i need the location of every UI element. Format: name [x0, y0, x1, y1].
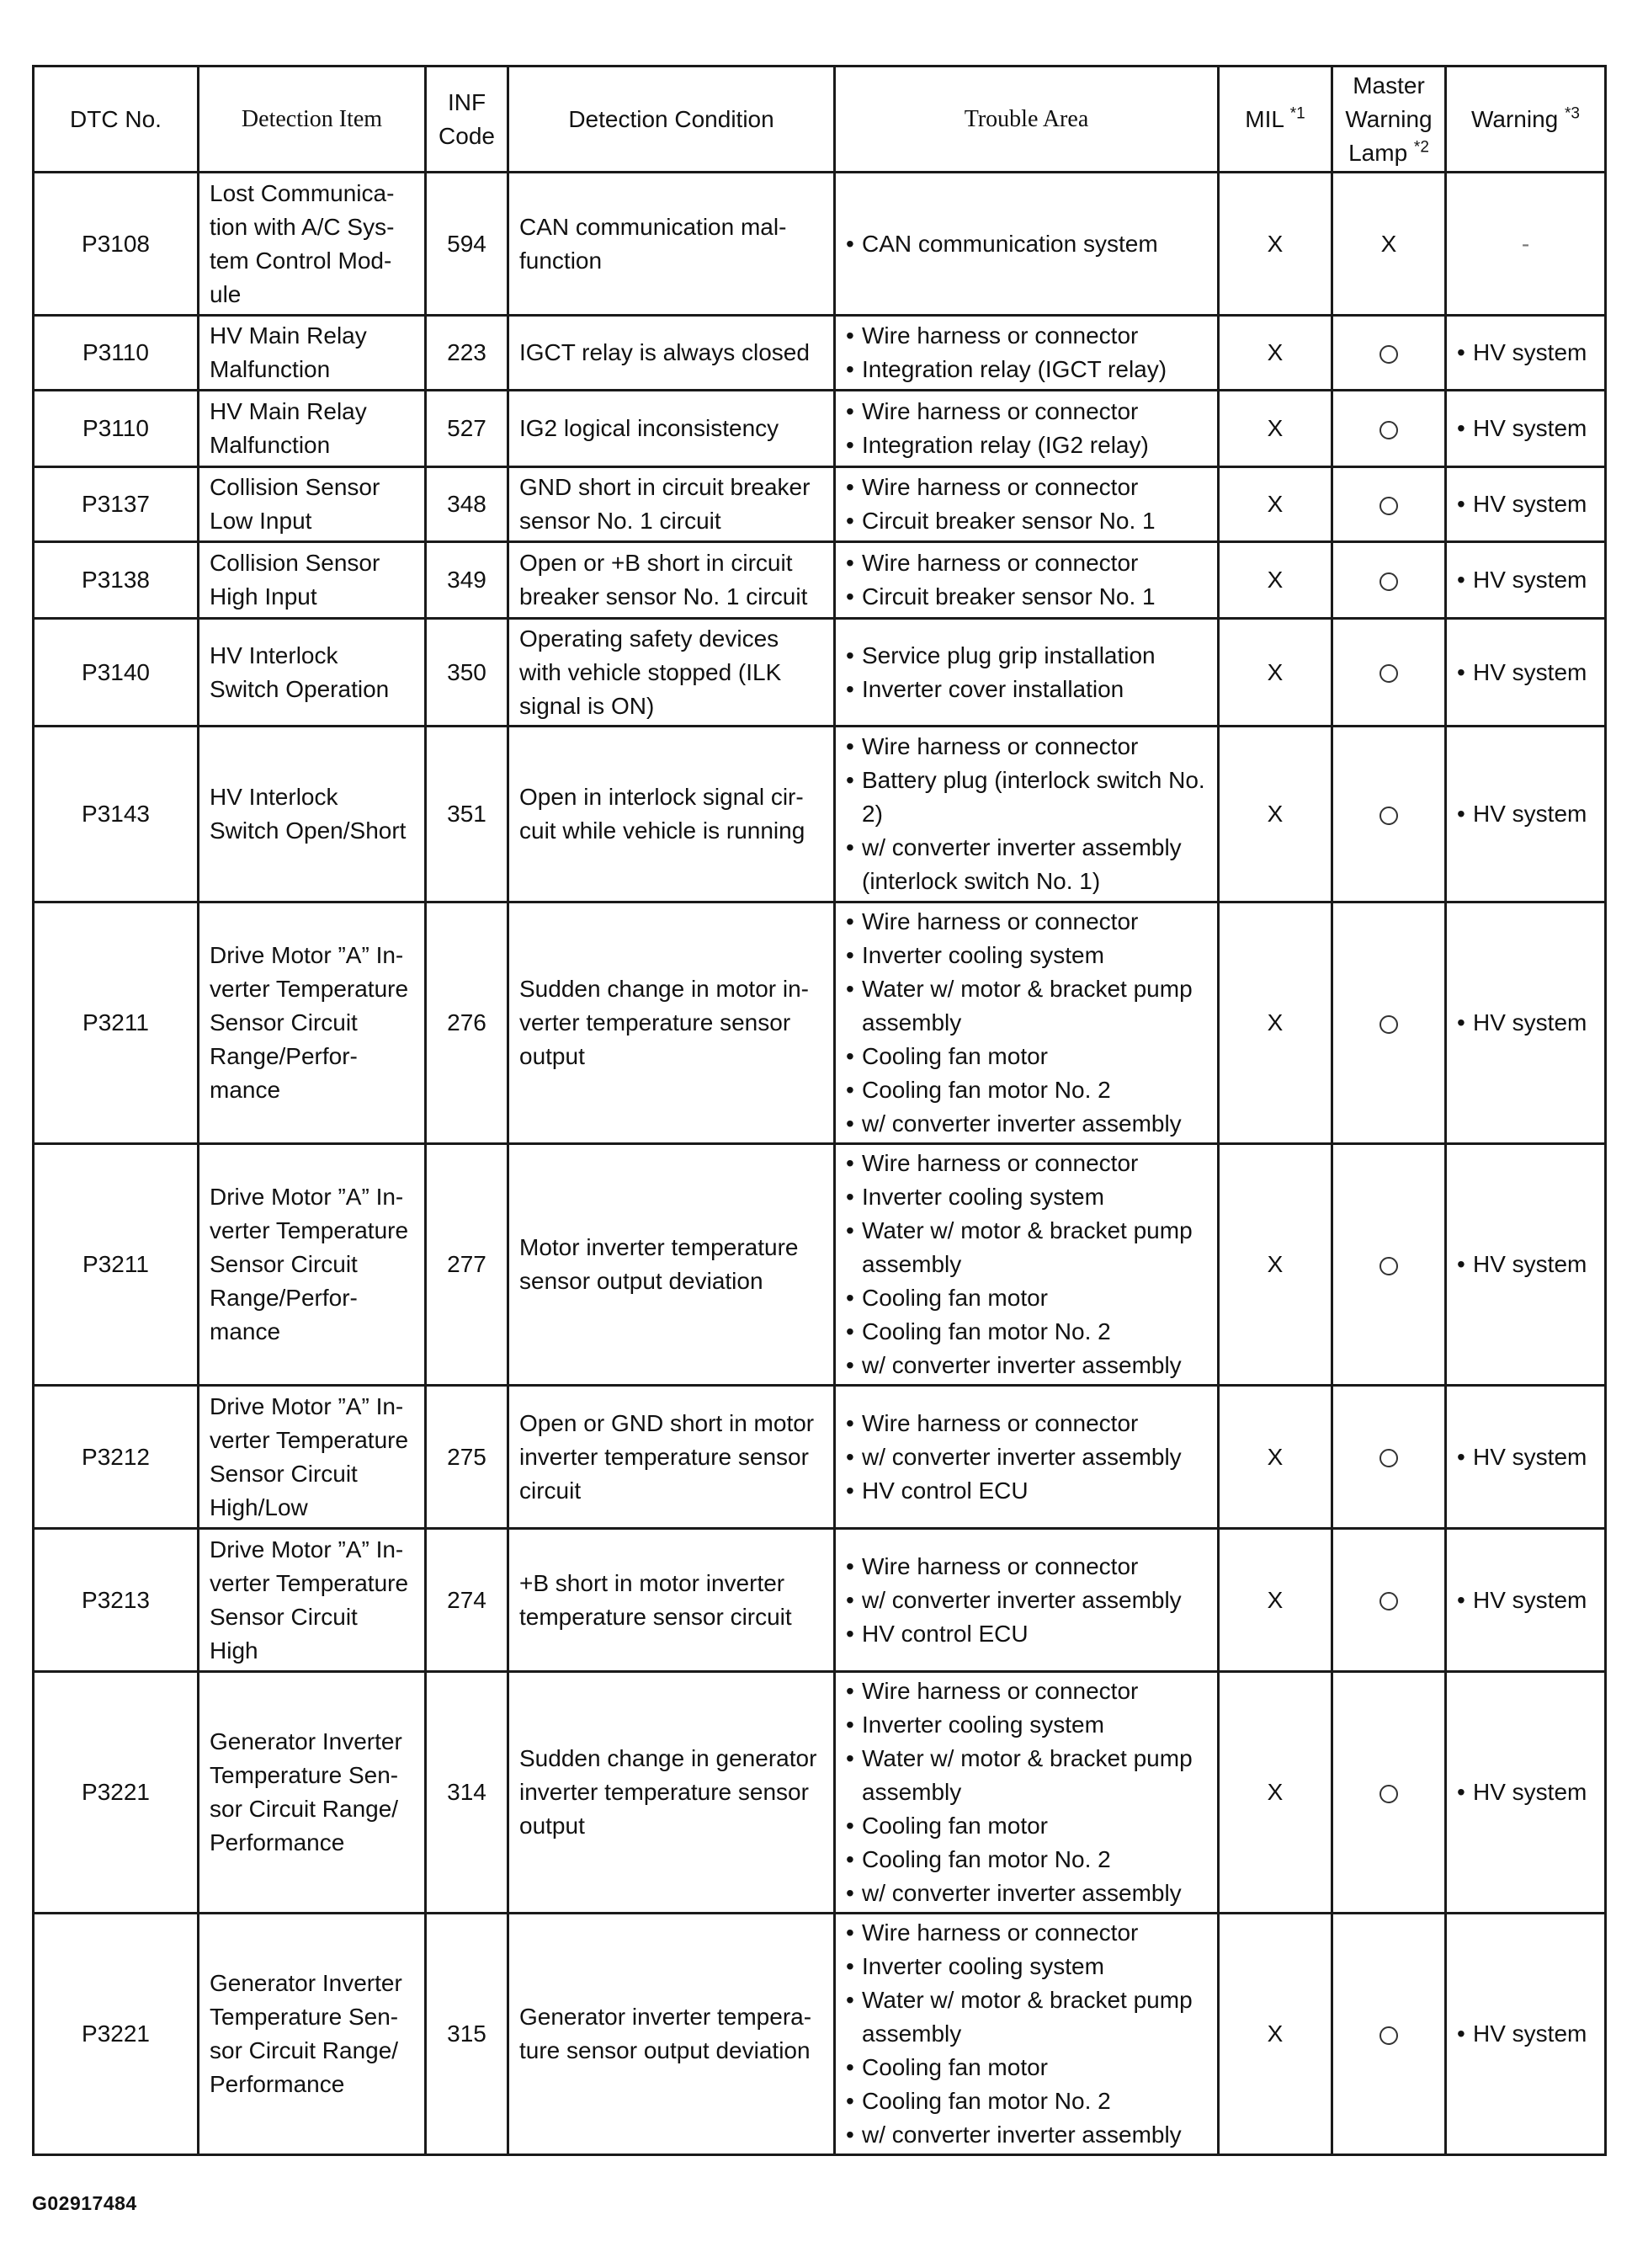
mil-mark: X	[1219, 391, 1332, 467]
master-warning-mark	[1332, 727, 1446, 902]
trouble-area-item: • Circuit breaker sensor No. 1	[846, 580, 1207, 614]
circle-icon	[1379, 807, 1398, 825]
trouble-area-item: • Integration relay (IGCT relay)	[846, 353, 1207, 386]
warning-mark: -	[1446, 173, 1606, 316]
trouble-area-item: • Water w/ motor & bracket pump assembly	[846, 1214, 1207, 1281]
warning-item: • HV system	[1457, 563, 1594, 597]
circle-icon	[1379, 1785, 1398, 1803]
dtc-number: P3110	[34, 391, 199, 467]
header-warning: Warning $^{*3}$	[1446, 67, 1606, 173]
header-master-note: *2	[1413, 138, 1429, 157]
circle-icon	[1379, 497, 1398, 515]
master-warning-mark	[1332, 1672, 1446, 1914]
detection-item: Collision Sensor High Input	[199, 542, 426, 619]
warning-mark	[1446, 1529, 1606, 1672]
trouble-area-item: • w/ converter inverter assembly	[846, 1877, 1207, 1910]
table-row	[34, 391, 1606, 467]
warning-item: • HV system	[1457, 1584, 1594, 1617]
trouble-area-item: • Wire harness or connector	[846, 1550, 1207, 1584]
trouble-area	[835, 619, 1219, 727]
circle-icon	[1379, 572, 1398, 591]
table-row	[34, 542, 1606, 619]
trouble-area	[835, 1914, 1219, 2155]
master-warning-mark	[1332, 467, 1446, 542]
warning-mark	[1446, 1144, 1606, 1386]
trouble-area	[835, 391, 1219, 467]
detection-item: Lost Communica- tion with A/C Sys- tem Control Mod- ule	[199, 173, 426, 316]
trouble-area-item: • Wire harness or connector	[846, 471, 1207, 504]
trouble-area-item: • Cooling fan motor No. 2	[846, 1843, 1207, 1877]
trouble-area-item: • Battery plug (interlock switch No. 2)	[846, 764, 1207, 831]
dtc-number: P3213	[34, 1529, 199, 1672]
trouble-area-item: • Wire harness or connector	[846, 546, 1207, 580]
trouble-area-item: • Circuit breaker sensor No. 1	[846, 504, 1207, 538]
trouble-area-item: • Inverter cooling system	[846, 1180, 1207, 1214]
header-master-warning-lamp: Master Warning Lamp $^{*2}$	[1332, 67, 1446, 173]
trouble-area-item: • Wire harness or connector	[846, 905, 1207, 939]
trouble-area-item: • Wire harness or connector	[846, 1407, 1207, 1440]
detection-condition: GND short in circuit breaker sensor No. 1 circuit	[508, 467, 835, 542]
trouble-area	[835, 542, 1219, 619]
detection-item: Generator Inverter Temperature Sen- sor Circuit Range/ Performance	[199, 1672, 426, 1914]
mil-mark: X	[1219, 542, 1332, 619]
warning-mark	[1446, 391, 1606, 467]
trouble-area-item: • Cooling fan motor	[846, 1809, 1207, 1843]
detection-item: Drive Motor ”A” In- verter Temperature Sensor Circuit Range/Perfor- mance	[199, 1144, 426, 1386]
dtc-number: P3138	[34, 542, 199, 619]
warning-item: • HV system	[1457, 487, 1594, 521]
warning-item: • HV system	[1457, 412, 1594, 445]
inf-code: 349	[426, 542, 508, 619]
table-row	[34, 316, 1606, 391]
detection-condition: Open or +B short in circuit breaker sensor No. 1 circuit	[508, 542, 835, 619]
detection-item: HV Main Relay Malfunction	[199, 316, 426, 391]
inf-code: 275	[426, 1386, 508, 1529]
trouble-area-item: • Inverter cooling system	[846, 939, 1207, 972]
circle-icon	[1379, 1449, 1398, 1467]
header-dtc-no: DTC No.	[34, 67, 199, 173]
trouble-area-item: • w/ converter inverter assembly (interlock switch No. 1)	[846, 831, 1207, 898]
dtc-number: P3110	[34, 316, 199, 391]
trouble-area	[835, 1144, 1219, 1386]
master-warning-mark	[1332, 316, 1446, 391]
detection-item: HV Interlock Switch Operation	[199, 619, 426, 727]
trouble-area-item: • Wire harness or connector	[846, 1916, 1207, 1950]
trouble-area-item: • Cooling fan motor No. 2	[846, 1073, 1207, 1107]
detection-condition: IGCT relay is always closed	[508, 316, 835, 391]
master-warning-mark: X	[1332, 173, 1446, 316]
dtc-number: P3211	[34, 1144, 199, 1386]
mil-mark: X	[1219, 727, 1332, 902]
table-row	[34, 619, 1606, 727]
warning-item: • HV system	[1457, 1006, 1594, 1040]
trouble-area-item: • w/ converter inverter assembly	[846, 1107, 1207, 1141]
table-row	[34, 1386, 1606, 1529]
circle-icon	[1379, 1015, 1398, 1034]
inf-code: 276	[426, 902, 508, 1144]
warning-mark	[1446, 619, 1606, 727]
circle-icon	[1379, 345, 1398, 364]
trouble-area	[835, 173, 1219, 316]
dtc-table-body	[34, 173, 1606, 2155]
mil-mark: X	[1219, 173, 1332, 316]
trouble-area-item: • HV control ECU	[846, 1617, 1207, 1651]
master-warning-mark	[1332, 1386, 1446, 1529]
table-header-row	[34, 67, 1606, 173]
table-row	[34, 467, 1606, 542]
dtc-number: P3212	[34, 1386, 199, 1529]
warning-item: • HV system	[1457, 656, 1594, 689]
circle-icon	[1379, 1592, 1398, 1610]
table-row	[34, 1529, 1606, 1672]
circle-icon	[1379, 664, 1398, 683]
warning-item: • HV system	[1457, 336, 1594, 370]
trouble-area-item: • HV control ECU	[846, 1474, 1207, 1508]
inf-code: 350	[426, 619, 508, 727]
dtc-table	[32, 65, 1607, 2156]
mil-mark: X	[1219, 1529, 1332, 1672]
table-row	[34, 727, 1606, 902]
trouble-area	[835, 902, 1219, 1144]
detection-item: Generator Inverter Temperature Sen- sor Circuit Range/ Performance	[199, 1914, 426, 2155]
trouble-area-item: • Inverter cooling system	[846, 1708, 1207, 1742]
mil-mark: X	[1219, 1144, 1332, 1386]
detection-condition: IG2 logical inconsistency	[508, 391, 835, 467]
inf-code: 274	[426, 1529, 508, 1672]
trouble-area	[835, 1386, 1219, 1529]
detection-condition: Motor inverter temperature sensor output deviation	[508, 1144, 835, 1386]
circle-icon	[1379, 421, 1398, 439]
detection-item: HV Main Relay Malfunction	[199, 391, 426, 467]
dtc-number: P3211	[34, 902, 199, 1144]
trouble-area-item: • w/ converter inverter assembly	[846, 1440, 1207, 1474]
warning-mark	[1446, 902, 1606, 1144]
circle-icon	[1379, 1257, 1398, 1275]
mil-mark: X	[1219, 1914, 1332, 2155]
figure-id: G02917484	[32, 2192, 137, 2214]
master-warning-mark	[1332, 391, 1446, 467]
inf-code: 351	[426, 727, 508, 902]
detection-item: Drive Motor ”A” In- verter Temperature Sensor Circuit High/Low	[199, 1386, 426, 1529]
trouble-area-item: • Wire harness or connector	[846, 1147, 1207, 1180]
warning-item: • HV system	[1457, 797, 1594, 831]
trouble-area-item: • Integration relay (IG2 relay)	[846, 429, 1207, 462]
table-row	[34, 902, 1606, 1144]
mil-mark: X	[1219, 902, 1332, 1144]
warning-mark	[1446, 1672, 1606, 1914]
mil-mark: X	[1219, 1386, 1332, 1529]
inf-code: 527	[426, 391, 508, 467]
detection-condition: Generator inverter tempera- ture sensor output deviation	[508, 1914, 835, 2155]
trouble-area-item: • Wire harness or connector	[846, 1674, 1207, 1708]
inf-code: 594	[426, 173, 508, 316]
dtc-number: P3221	[34, 1914, 199, 2155]
inf-code: 223	[426, 316, 508, 391]
dtc-number: P3140	[34, 619, 199, 727]
warning-item: • HV system	[1457, 1440, 1594, 1474]
dtc-number: P3143	[34, 727, 199, 902]
trouble-area-item: • Water w/ motor & bracket pump assembly	[846, 1742, 1207, 1809]
dtc-number: P3108	[34, 173, 199, 316]
trouble-area-item: • Inverter cooling system	[846, 1950, 1207, 1983]
header-detection-condition: Detection Condition	[508, 67, 835, 173]
trouble-area-item: • Inverter cover installation	[846, 673, 1207, 706]
header-inf-code: INF Code	[426, 67, 508, 173]
warning-item: • HV system	[1457, 1776, 1594, 1809]
mil-mark: X	[1219, 1672, 1332, 1914]
detection-item: Drive Motor ”A” In- verter Temperature Sensor Circuit High	[199, 1529, 426, 1672]
detection-condition: Sudden change in motor in- verter temperature sensor output	[508, 902, 835, 1144]
master-warning-mark	[1332, 1144, 1446, 1386]
trouble-area-item: • Cooling fan motor	[846, 1281, 1207, 1315]
master-warning-mark	[1332, 902, 1446, 1144]
trouble-area-item: • Wire harness or connector	[846, 730, 1207, 764]
header-detection-item: Detection Item	[199, 67, 426, 173]
trouble-area-item: • Cooling fan motor	[846, 2051, 1207, 2084]
circle-icon	[1379, 2026, 1398, 2045]
dtc-number: P3137	[34, 467, 199, 542]
trouble-area	[835, 727, 1219, 902]
warning-item: • HV system	[1457, 1248, 1594, 1281]
inf-code: 315	[426, 1914, 508, 2155]
warning-mark	[1446, 727, 1606, 902]
trouble-area-item: • Cooling fan motor No. 2	[846, 2084, 1207, 2118]
table-row	[34, 1914, 1606, 2155]
inf-code: 348	[426, 467, 508, 542]
header-trouble-area: Trouble Area	[835, 67, 1219, 173]
table-row	[34, 1672, 1606, 1914]
detection-condition: +B short in motor inverter temperature sensor circuit	[508, 1529, 835, 1672]
warning-mark	[1446, 467, 1606, 542]
table-row	[34, 173, 1606, 316]
header-mil-note: *1	[1289, 104, 1305, 123]
detection-condition: Sudden change in generator inverter temperature sensor output	[508, 1672, 835, 1914]
detection-item: Collision Sensor Low Input	[199, 467, 426, 542]
detection-condition: Open in interlock signal cir- cuit while vehicle is running	[508, 727, 835, 902]
trouble-area-item: • w/ converter inverter assembly	[846, 1349, 1207, 1382]
trouble-area-item: • Service plug grip installation	[846, 639, 1207, 673]
detection-item: HV Interlock Switch Open/Short	[199, 727, 426, 902]
mil-mark: X	[1219, 619, 1332, 727]
inf-code: 314	[426, 1672, 508, 1914]
warning-mark	[1446, 1914, 1606, 2155]
master-warning-mark	[1332, 542, 1446, 619]
header-warning-note: *3	[1565, 104, 1580, 123]
header-mil: MIL $^{*1}$	[1219, 67, 1332, 173]
inf-code: 277	[426, 1144, 508, 1386]
table-row	[34, 1144, 1606, 1386]
master-warning-mark	[1332, 619, 1446, 727]
trouble-area-item: • Cooling fan motor	[846, 1040, 1207, 1073]
trouble-area-item: • w/ converter inverter assembly	[846, 2118, 1207, 2152]
trouble-area-item: • Cooling fan motor No. 2	[846, 1315, 1207, 1349]
warning-mark	[1446, 1386, 1606, 1529]
trouble-area-item: • Wire harness or connector	[846, 395, 1207, 429]
trouble-area-item: • Wire harness or connector	[846, 319, 1207, 353]
master-warning-mark	[1332, 1914, 1446, 2155]
trouble-area-item: • Water w/ motor & bracket pump assembly	[846, 1983, 1207, 2051]
trouble-area-item: • Water w/ motor & bracket pump assembly	[846, 972, 1207, 1040]
warning-mark	[1446, 542, 1606, 619]
trouble-area	[835, 467, 1219, 542]
trouble-area	[835, 1672, 1219, 1914]
trouble-area	[835, 1529, 1219, 1672]
warning-item: • HV system	[1457, 2017, 1594, 2051]
master-warning-mark	[1332, 1529, 1446, 1672]
trouble-area	[835, 316, 1219, 391]
detection-condition: Open or GND short in motor inverter temperature sensor circuit	[508, 1386, 835, 1529]
detection-item: Drive Motor ”A” In- verter Temperature Sensor Circuit Range/Perfor- mance	[199, 902, 426, 1144]
warning-mark	[1446, 316, 1606, 391]
detection-condition: Operating safety devices with vehicle stopped (ILK signal is ON)	[508, 619, 835, 727]
trouble-area-item: • CAN communication system	[846, 227, 1207, 261]
mil-mark: X	[1219, 467, 1332, 542]
trouble-area-item: • w/ converter inverter assembly	[846, 1584, 1207, 1617]
dtc-number: P3221	[34, 1672, 199, 1914]
detection-condition: CAN communication mal- function	[508, 173, 835, 316]
mil-mark: X	[1219, 316, 1332, 391]
